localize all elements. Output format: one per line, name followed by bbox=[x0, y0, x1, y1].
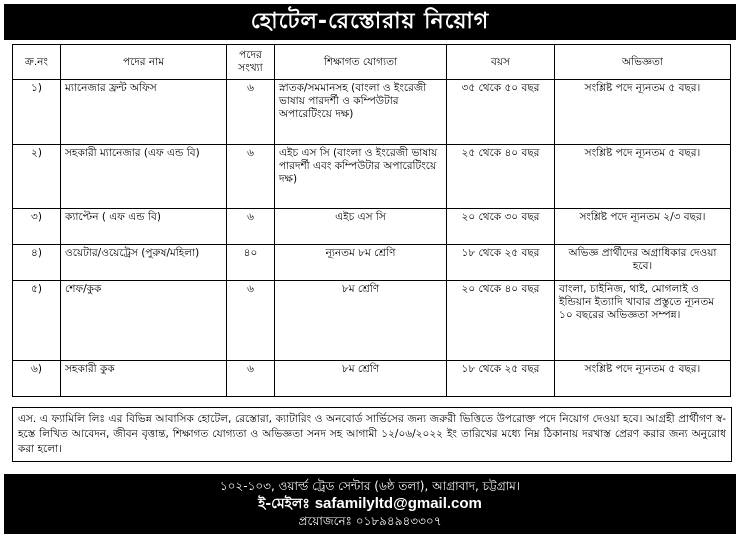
header-qty: পদের সংখ্যা bbox=[227, 45, 275, 80]
education-cell: ন্যূনতম ৮ম শ্রেণি bbox=[275, 245, 447, 281]
serial-cell: ৫) bbox=[13, 281, 61, 361]
post-cell: ম্যানেজার ফ্রন্ট অফিস bbox=[61, 80, 227, 145]
post-cell: সহকারী ম্যানেজার (এফ এন্ড বি) bbox=[61, 145, 227, 209]
education-cell: এইচ এস সি bbox=[275, 209, 447, 245]
job-advertisement bbox=[4, 4, 736, 534]
qty-cell: ৬ bbox=[227, 281, 275, 361]
ad-title: হোটেল-রেস্তোরায় নিয়োগ bbox=[4, 4, 736, 40]
age-cell: ২৫ থেকে ৪০ বছর bbox=[447, 145, 555, 209]
email-line bbox=[4, 495, 736, 513]
post-cell: ওয়েটার/ওয়েট্রেস (পুরুষ/মহিলা) bbox=[61, 245, 227, 281]
contact-footer bbox=[4, 474, 736, 534]
qty-cell: ৬ bbox=[227, 361, 275, 397]
header-age: বয়স bbox=[447, 45, 555, 80]
experience-cell: সংশ্লিষ্ট পদে ন্যূনতম ৫ বছর। bbox=[555, 80, 731, 145]
age-cell: ৩৫ থেকে ৫০ বছর bbox=[447, 80, 555, 145]
application-instructions: এস. এ ফ্যামিলি লিঃ এর বিভিন্ন আবাসিক হোটেল, রেস্তোরা, ক্যাটারিং ও অনবোর্ড সার্ভিসের জন্য জরুরী ভিত্তিতে উপরোক্ত পদে নিয়োগ দেওয়া হবে। আগ্রহী প্রার্থীগণ স্ব-হস্তে লিখিত আবেদন, জীবন বৃত্তান্ত, শিক্ষাগত যোগ্যতা ও অভিজ্ঞতা সনদ সহ আগামী ১২/০৬/২০২২ ইং তারিখের মধ্যে নিম্ন ঠিকানায় দরখাস্ত প্রেরণ করার জন্য অনুরোধ করা হলো। bbox=[12, 407, 732, 462]
post-cell: ক্যাপ্টেন ( এফ এন্ড বি) bbox=[61, 209, 227, 245]
email-label: ই-মেইলঃ bbox=[258, 496, 310, 512]
education-cell: স্নাতক/সমমানসহ (বাংলা ও ইংরেজী ভাষায় পারদর্শী ও কম্পিউটার অপারেটিংয়ে দক্ষ) bbox=[275, 80, 447, 145]
header-serial: ক্র.নং bbox=[13, 45, 61, 80]
serial-cell: ৪) bbox=[13, 245, 61, 281]
qty-cell: ৬ bbox=[227, 209, 275, 245]
vacancy-table bbox=[12, 44, 731, 397]
table-header-row bbox=[13, 45, 731, 80]
experience-cell: অভিজ্ঞ প্রার্থীদের অগ্রাধিকার দেওয়া হবে। bbox=[555, 245, 731, 281]
header-experience: অভিজ্ঞতা bbox=[555, 45, 731, 80]
post-cell: সহকারী কুক bbox=[61, 361, 227, 397]
experience-cell: সংশ্লিষ্ট পদে ন্যূনতম ৫ বছর। bbox=[555, 145, 731, 209]
education-cell: এইচ এস সি (বাংলা ও ইংরেজী ভাষায় পারদর্শী এবং কম্পিউটার অপারেটিংয়ে দক্ষ) bbox=[275, 145, 447, 209]
age-cell: ১৮ থেকে ২৫ বছর bbox=[447, 361, 555, 397]
email-address: safamilyltd@gmail.com bbox=[314, 495, 482, 512]
qty-cell: ৪০ bbox=[227, 245, 275, 281]
age-cell: ১৮ থেকে ২৫ বছর bbox=[447, 245, 555, 281]
experience-cell: সংশ্লিষ্ট পদে ন্যূনতম ৫ বছর। bbox=[555, 361, 731, 397]
post-cell: শেফ/কুক bbox=[61, 281, 227, 361]
phone-text: প্রয়োজনেঃ ০১৮৯৪৯৪৩৩০৭ bbox=[298, 514, 442, 528]
table-row bbox=[13, 80, 731, 145]
serial-cell: ৩) bbox=[13, 209, 61, 245]
qty-cell: ৬ bbox=[227, 80, 275, 145]
table-row bbox=[13, 281, 731, 361]
serial-cell: ১) bbox=[13, 80, 61, 145]
age-cell: ২০ থেকে ৩০ বছর bbox=[447, 209, 555, 245]
table-row bbox=[13, 361, 731, 397]
address-text: ১০২-১০৩, ওয়ার্ল্ড ট্রেড সেন্টার (৬ষ্ঠ তলা), আগ্রাবাদ, চট্টগ্রাম। bbox=[219, 479, 521, 493]
education-cell: ৮ম শ্রেণি bbox=[275, 361, 447, 397]
table-row bbox=[13, 145, 731, 209]
header-education: শিক্ষাগত যোগ্যতা bbox=[275, 45, 447, 80]
experience-cell: বাংলা, চাইনিজ, থাই, মোগলাই ও ইন্ডিয়ান ইত্যাদি খাবার প্রস্তুতে ন্যূনতম ১০ বছরের অভিজ্ঞতা সম্পন্ন। bbox=[555, 281, 731, 361]
table-row bbox=[13, 209, 731, 245]
serial-cell: ২) bbox=[13, 145, 61, 209]
serial-cell: ৬) bbox=[13, 361, 61, 397]
qty-cell: ৬ bbox=[227, 145, 275, 209]
table-row bbox=[13, 245, 731, 281]
education-cell: ৮ম শ্রেণি bbox=[275, 281, 447, 361]
header-post: পদের নাম bbox=[61, 45, 227, 80]
experience-cell: সংশ্লিষ্ট পদে ন্যূনতম ২/৩ বছর। bbox=[555, 209, 731, 245]
age-cell: ২০ থেকে ৪০ বছর bbox=[447, 281, 555, 361]
